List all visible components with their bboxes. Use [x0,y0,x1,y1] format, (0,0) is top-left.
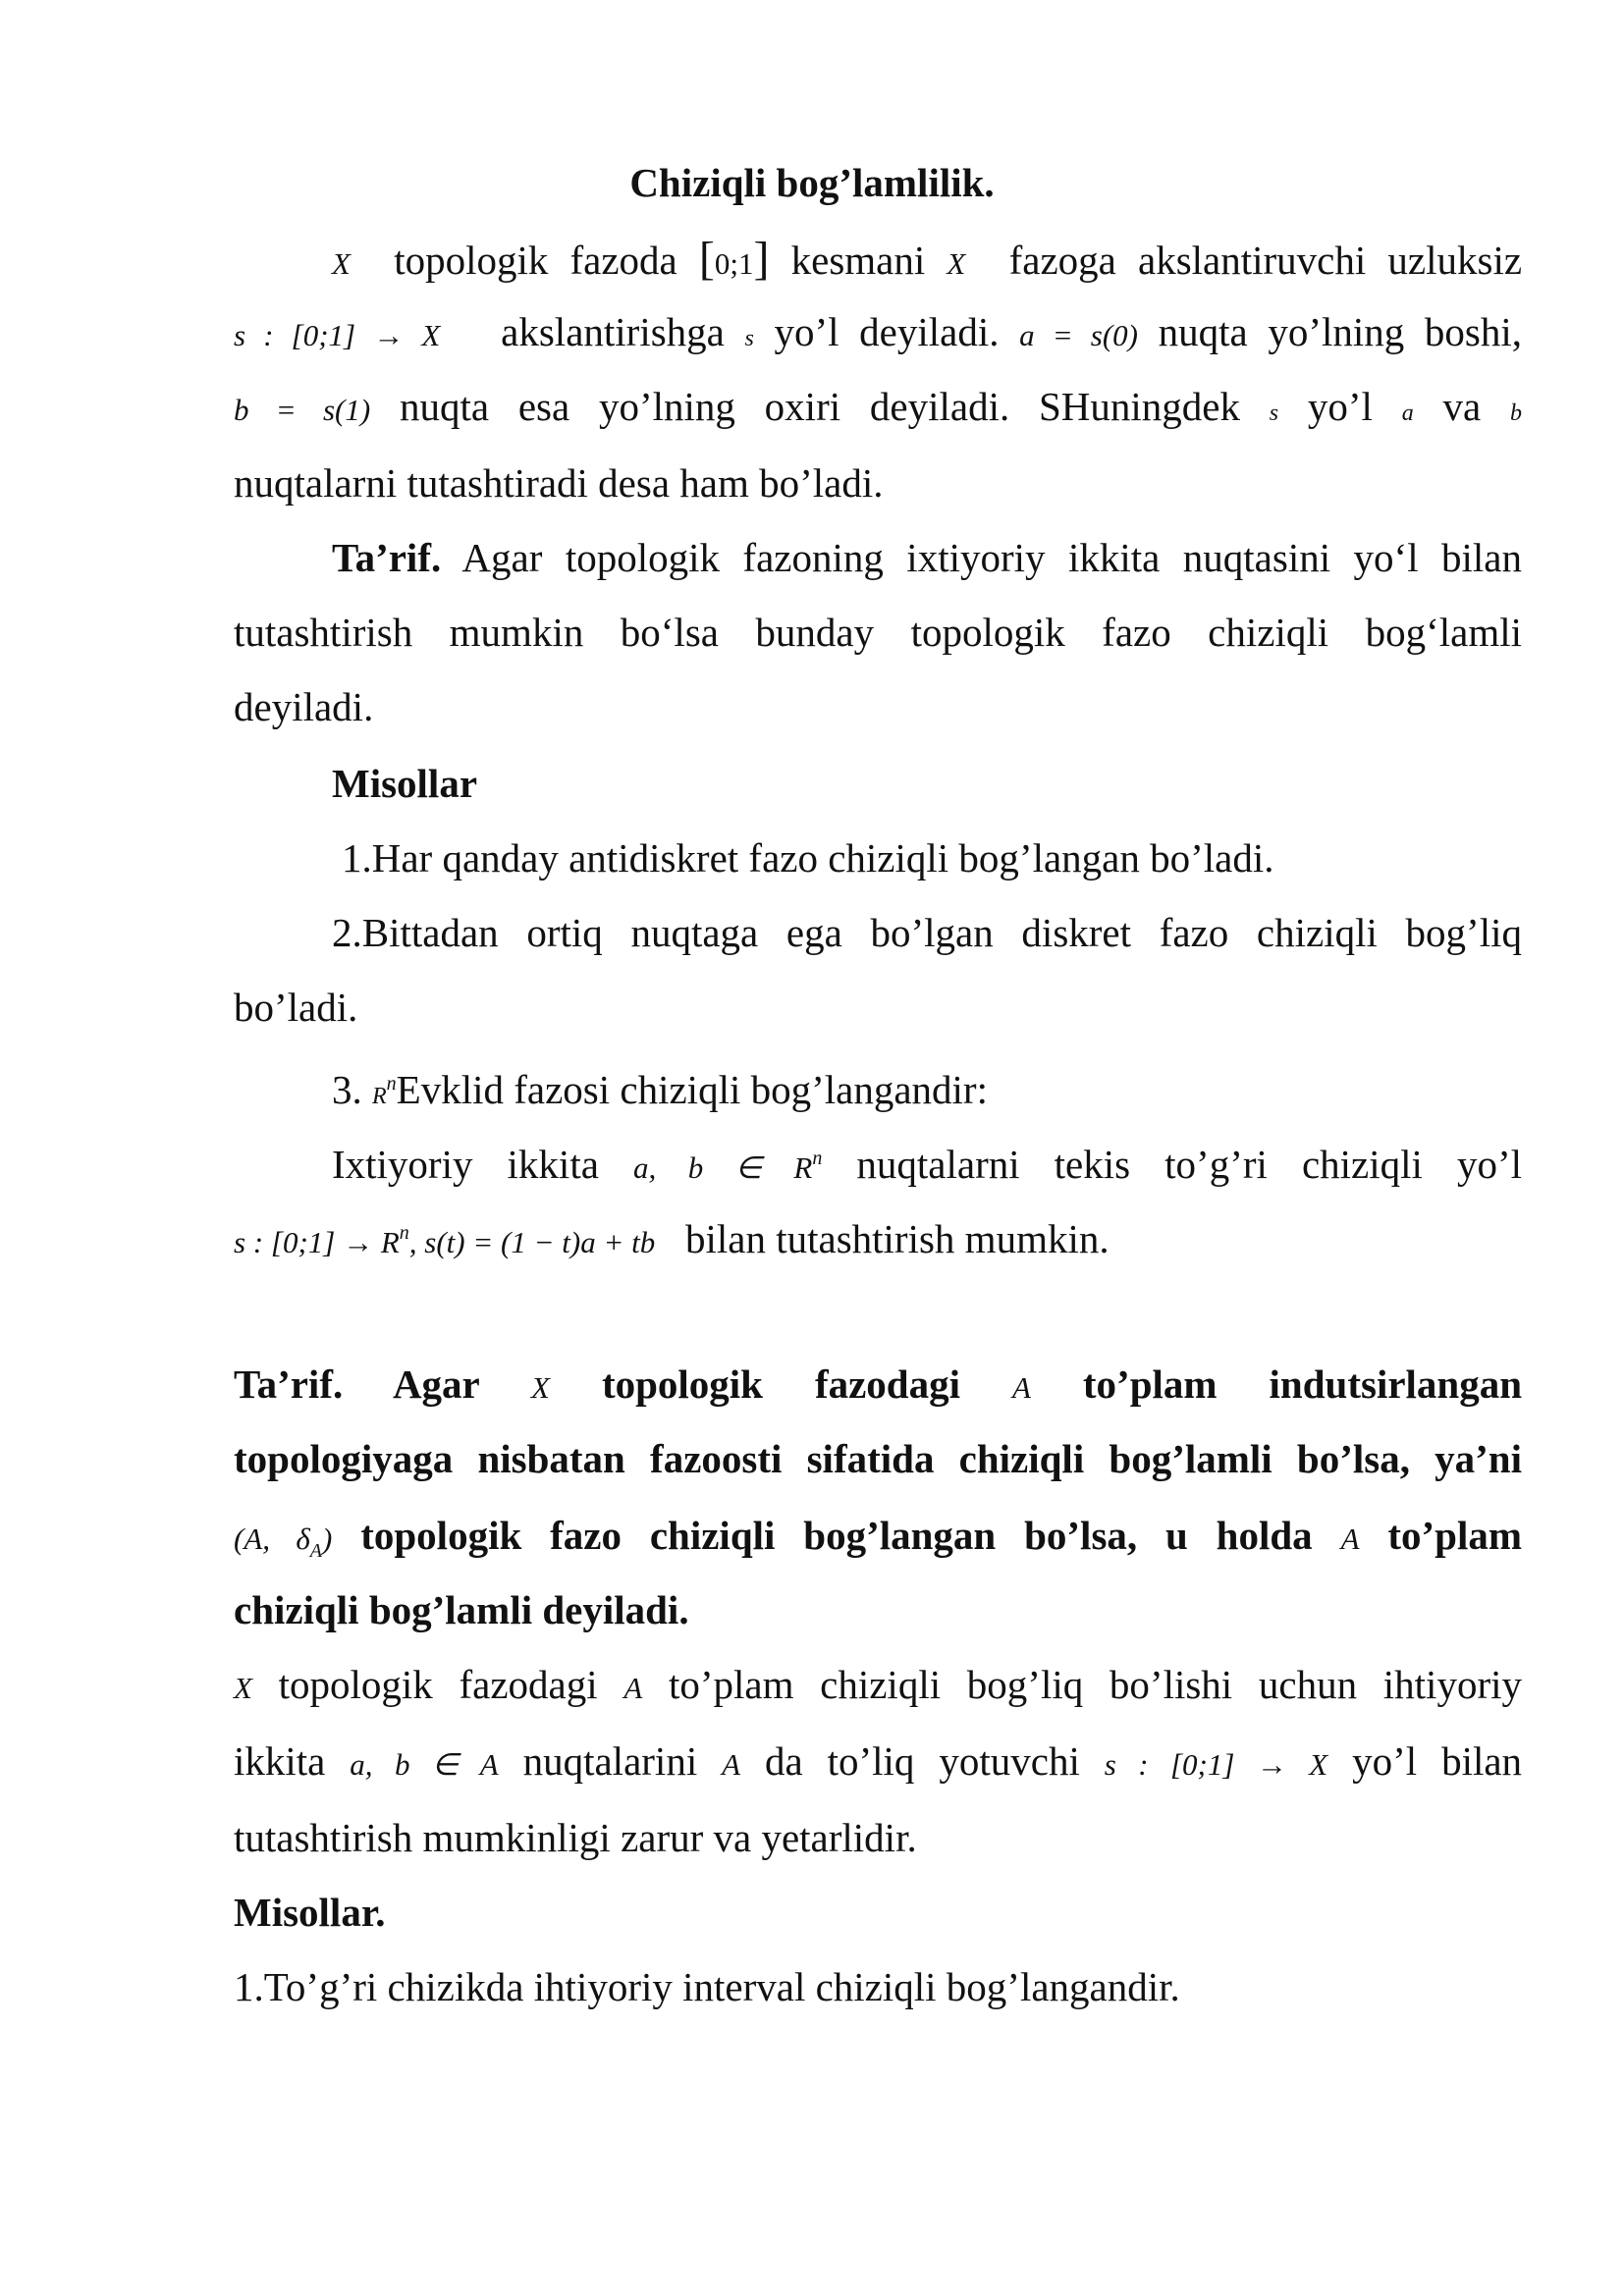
example-interval: 1.To’g’ri chizikda ihtiyoriy interval chiziqli bog’langandir. [234,1964,1180,2009]
math-subspace: (A, δ [234,1522,310,1556]
definition-2-line-3: (A, $\delta_A$) topologik fazo chiziqli bog’langan bo’lsa, u holda A to’plam [234,1513,1523,1562]
example-3-line-3: s : [0;1] → $R^n$, s(t) = (1 − t)a + tb bilan tutashtirish mumkin. [234,1216,1110,1261]
path-definition-line-4: nuqtalarni tutashtiradi desa ham bo’ladi. [234,460,884,506]
example-2-line-2: bo’ladi. [234,985,358,1030]
definition-2-line-1: Ta’rif. Agar X topologik fazodagi A to’plam indutsirlangan [234,1362,1523,1407]
math-points-in-Rn: a, b ∈ R [632,1150,813,1185]
math-X: X [332,246,351,281]
math-interval: 0;1 [714,246,754,281]
path-definition-line-1: X topologik fazoda [0;1] kesmani X fazoga akslantiruvchi uzluksiz [332,233,1523,285]
definition-2-line-4: chiziqli bog’lamli deyiladi. [234,1587,689,1632]
definition-label: Ta’rif. [234,1362,344,1407]
path-definition-line-3: b = s(1) nuqta esa yo’lning oxiri deyiladi. SHuningdek s yo’l a va b [234,384,1522,429]
criterion-line-3: tutashtirish mumkinligi zarur va yetarlidir. [234,1815,917,1860]
definition-2-line-2: topologiyaga nisbatan fazoosti sifatida chiziqli bog’lamli bo’lsa, ya’ni [234,1436,1522,1481]
definition-1-line-3: deyiladi. [234,684,374,729]
example-3-line-1: 3. $R^nEvklid$ fazosi chiziqli bog’langandir: [332,1067,988,1112]
definition-1-line-2: tutashtirish mumkin bo‘lsa bunday topologik fazo chiziqli bog‘lamli [234,610,1522,655]
math-path-map: s : [0;1] → X [234,318,441,352]
page-title: Chiziqli bog’lamlilik. [629,160,995,205]
example-2-line-1: 2.Bittadan ortiq nuqtaga ega bo’lgan diskret fazo chiziqli bog’liq [332,910,1522,955]
criterion-line-1: X topologik fazodagi A to’plam chiziqli bog’liq bo’lishi uchun ihtiyoriy [234,1662,1522,1707]
math-path-Rn: s : [0;1] → R [234,1225,400,1259]
criterion-line-2: ikkita a, b ∈ A nuqtalarini A da to’liq yotuvchi s : [0;1] → X yo’l bilan [234,1738,1523,1784]
example-3-line-2: Ixtiyoriy ikkita a, b ∈ $R^n$ nuqtalarni tekis to’g’ri chiziqli yo’l [332,1142,1523,1187]
definition-label: Ta’rif. [332,535,442,580]
example-1: 1.Har qanday antidiskret fazo chiziqli bog’langan bo’ladi. [342,835,1274,881]
math-path-formula: , s(t) = (1 − t)a + tb [408,1225,656,1259]
math-R: R [372,1084,387,1109]
definition-1-line-1: Ta’rif. Agar topologik fazoning ixtiyoriy ikkita nuqtasini yo‘l bilan [332,535,1522,580]
path-definition-line-2: s : [0;1] → X akslantirishga s yo’l deyiladi. a = s(0) nuqta yo’lning boshi, [234,309,1522,354]
math-path-start: a = s(0) [1019,318,1138,352]
math-path-map-X: s : [0;1] → X [1104,1747,1328,1782]
examples-heading-2: Misollar. [234,1890,386,1935]
math-points-in-A: a, b ∈ A [350,1747,499,1782]
math-path-end: b = s(1) [234,393,371,427]
examples-heading: Misollar [332,761,478,806]
